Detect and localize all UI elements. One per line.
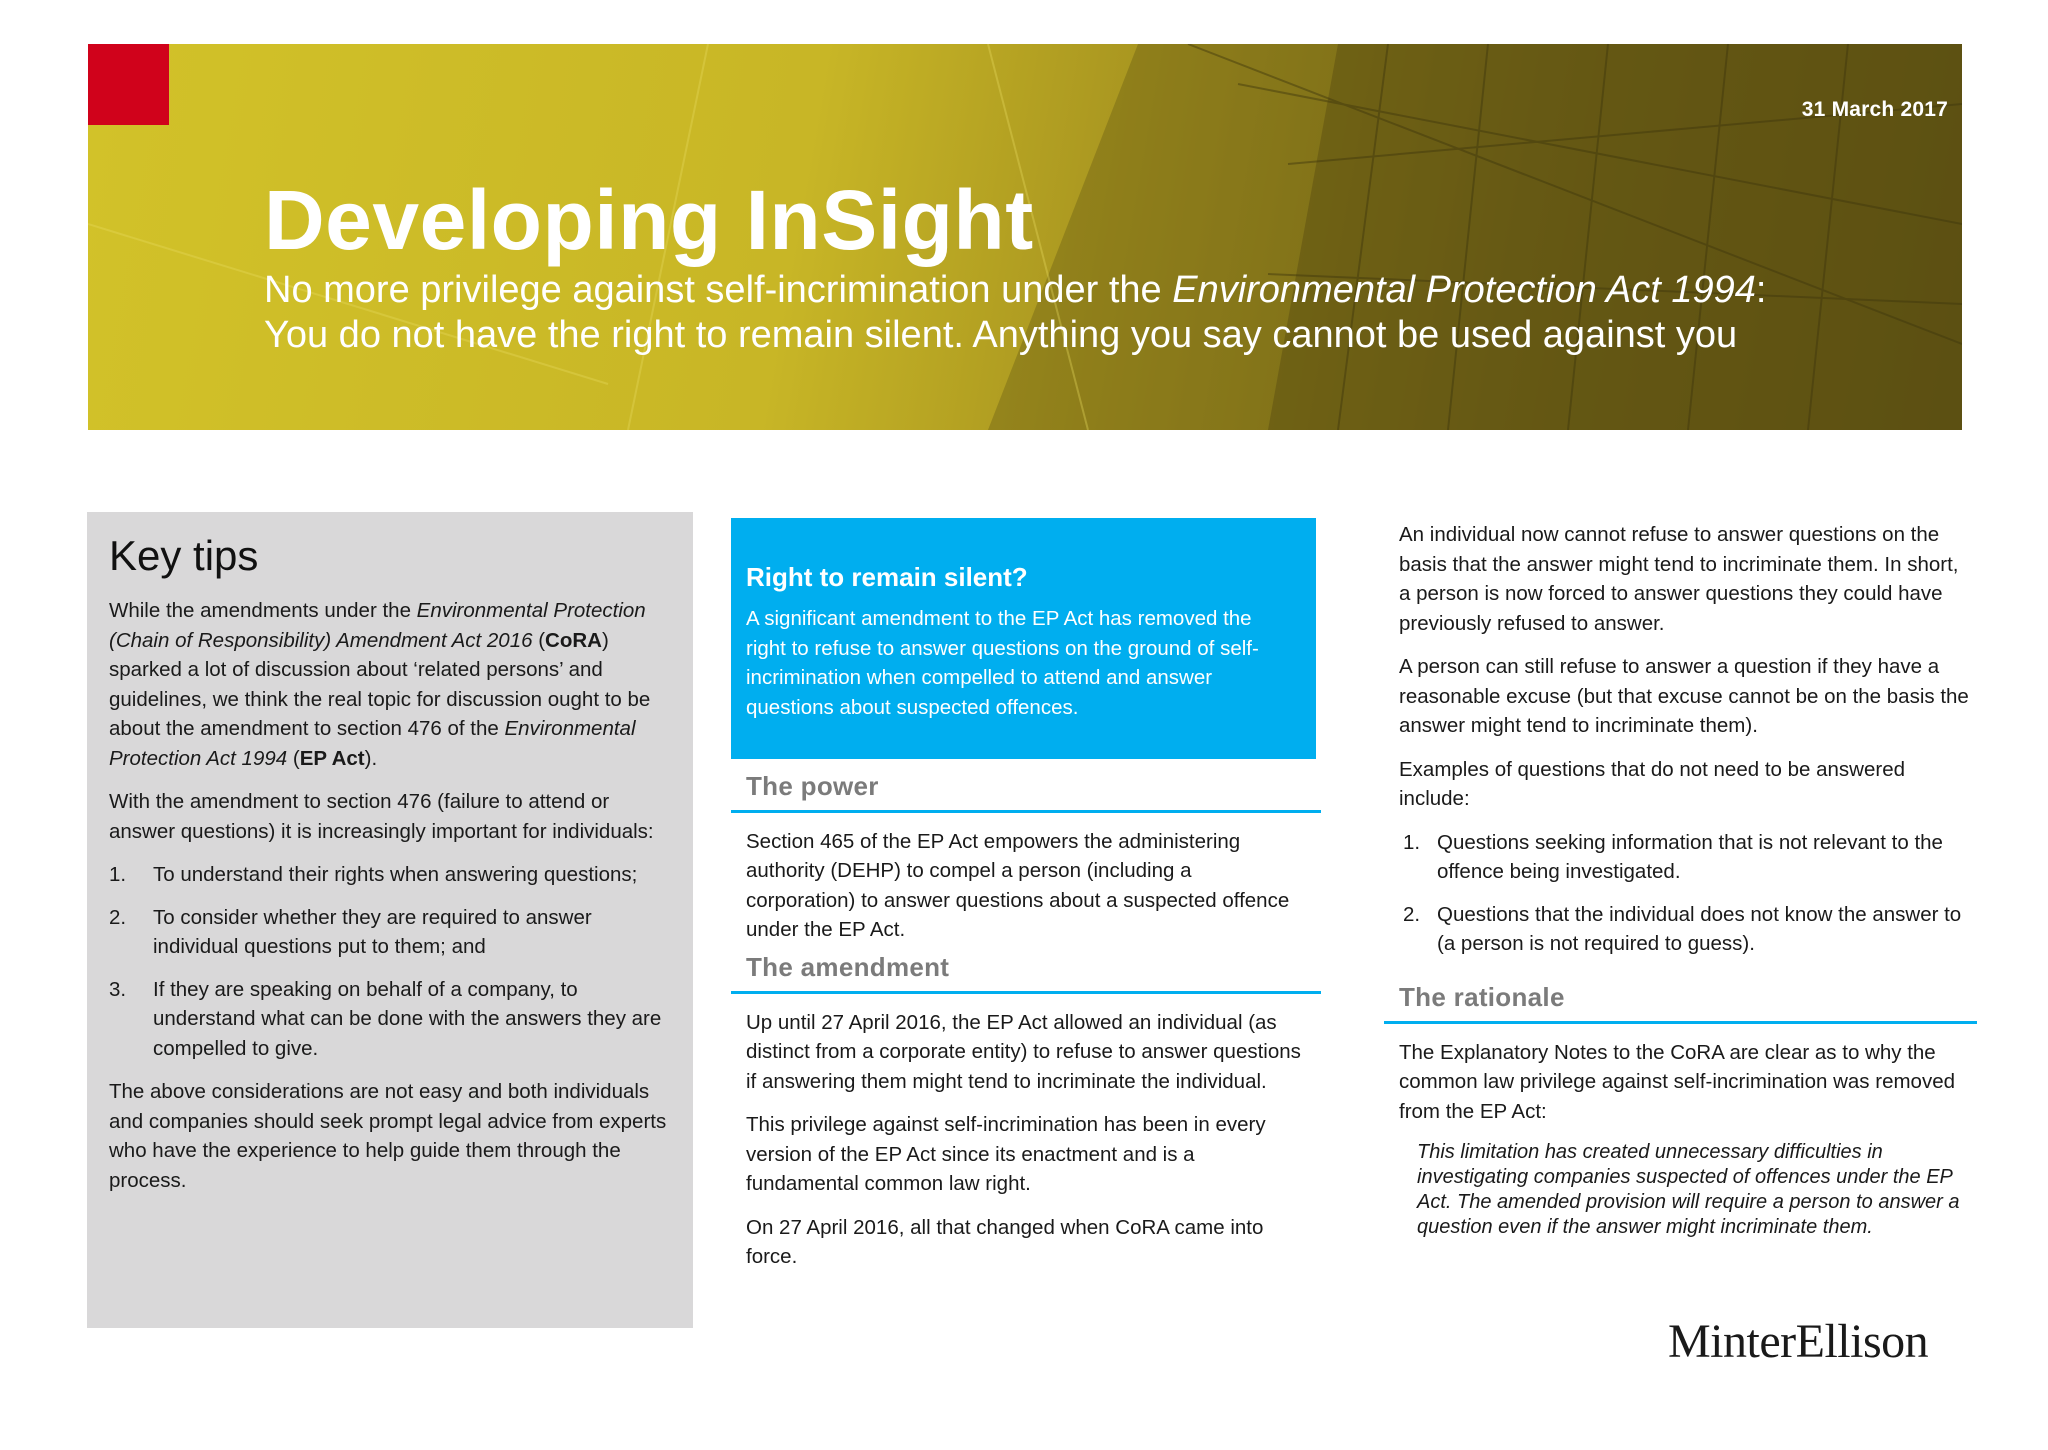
- list-item: 2. To consider whether they are required to answer individual questions put to them; and: [109, 905, 592, 958]
- callout-text: A significant amendment to the EP Act has removed the right to refuse to answer questions on the ground of self-incrimination when compelled to attend and answer questions about suspected offences.: [746, 607, 1259, 719]
- section-divider: [1384, 1021, 1977, 1024]
- key-tips-heading: Key tips: [109, 532, 259, 579]
- paragraph: An individual now cannot refuse to answer questions on the basis that the answer might tend to incriminate them. In short, a person is now forced to answer questions they could have previously refused to answer.: [1399, 523, 1959, 635]
- section-the-rationale: [1399, 983, 1969, 1240]
- list-item: 1. To understand their rights when answering questions;: [109, 863, 638, 886]
- section-text: The Explanatory Notes to the CoRA are clear as to why the common law privilege against self-incrimination was removed from the EP Act:: [1399, 1040, 1956, 1123]
- section-heading: The power: [746, 771, 879, 801]
- section-the-amendment: [746, 953, 1306, 1286]
- section-text: This privilege against self-incrimination has been in every version of the EP Act since its enactment and is a fundamental common law right.: [746, 1113, 1266, 1195]
- page-subtitle: No more privilege against self-incrimination under the Environmental Protection Act 1994: You do not have the right to remain silent. Anything you say cannot be used against you: [264, 269, 1767, 356]
- column-three: [1399, 520, 1969, 973]
- section-divider: [731, 991, 1321, 994]
- section-the-power: [746, 772, 1306, 959]
- callout-box: [731, 518, 1316, 759]
- callout-heading: Right to remain silent?: [746, 562, 1028, 592]
- brand-red-square: [88, 44, 169, 125]
- section-heading: The amendment: [746, 952, 950, 982]
- list-item: 3. If they are speaking on behalf of a company, to understand what can be done with the answers they are compelled to give.: [109, 977, 662, 1060]
- publication-date: 31 March 2017: [1801, 98, 1948, 121]
- list-item: 2. Questions that the individual does not know the answer to (a person is not required to guess).: [1403, 902, 1962, 955]
- section-divider: [731, 810, 1321, 813]
- section-text: Section 465 of the EP Act empowers the administering authority (DEHP) to compel a person (including a corporation) to answer questions about a suspected offence under the EP Act.: [746, 829, 1290, 941]
- section-text: On 27 April 2016, all that changed when CoRA came into force.: [746, 1215, 1264, 1268]
- section-heading: The rationale: [1399, 982, 1565, 1012]
- paragraph: Examples of questions that do not need to be answered include:: [1399, 757, 1906, 810]
- key-tips-conclusion: The above considerations are not easy and both individuals and companies should seek prompt legal advice from experts who have the experience to help guide them through the process.: [109, 1080, 667, 1192]
- section-text: Up until 27 April 2016, the EP Act allowed an individual (as distinct from a corporate entity) to refuse to answer questions if answering them might tend to incriminate the individual.: [746, 1010, 1301, 1093]
- key-tips-list: [109, 860, 679, 1063]
- key-tips-intro: While the amendments under the Environmental Protection (Chain of Responsibility) Amendment Act 2016 (CoRA) sparked a lot of discussion about ‘related persons’ and guidelines, we think the real topic for discussion ought to be about the amendment to section 476 of the Environmental Protection Act 1994 (EP Act).: [109, 599, 651, 770]
- page-title: Developing InSight: [264, 173, 1034, 267]
- examples-list: [1403, 828, 1969, 959]
- list-item: 1. Questions seeking information that is not relevant to the offence being investigated.: [1403, 830, 1943, 883]
- paragraph: A person can still refuse to answer a question if they have a reasonable excuse (but that excuse cannot be on the basis the answer might tend to incriminate them).: [1399, 655, 1969, 737]
- quoted-excerpt: This limitation has created unnecessary difficulties in investigating companies suspected of offences under the EP Act. The amended provision will require a person to answer a question even if the answer might incriminate them.: [1417, 1141, 1960, 1238]
- key-tips-paragraph: With the amendment to section 476 (failure to attend or answer questions) it is increasingly important for individuals:: [109, 790, 654, 843]
- minterellison-logo: MinterEllison: [1668, 1315, 1929, 1368]
- key-tips-panel: [87, 512, 693, 1328]
